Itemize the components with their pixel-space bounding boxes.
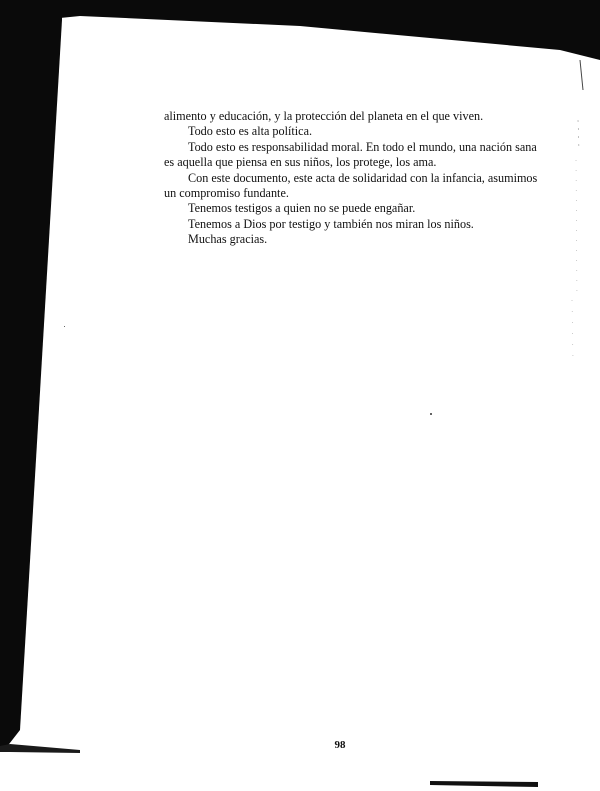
scan-speck [64,326,65,327]
paragraph: alimento y educación, y la protección del planeta en el que viven. [164,109,484,123]
paragraph: Tenemos testigos a quien no se puede engañar. [188,201,416,216]
paragraph: Muchas gracias. [188,232,268,247]
scan-speck [430,413,432,415]
body-text [164,109,546,248]
paragraph: Con este documento, este acta de solidaridad con la infancia, asumimos un compromiso fundante. [164,170,538,201]
page-number: 98 [334,739,346,751]
paragraph: Todo esto es alta política. [188,124,313,139]
paragraph: Todo esto es responsabilidad moral. En todo el mundo, una nación sana es aquella que piensa en sus niños, los protege, los ama. [164,139,537,170]
paragraph: Tenemos a Dios por testigo y también nos miran los niños. [188,216,474,231]
